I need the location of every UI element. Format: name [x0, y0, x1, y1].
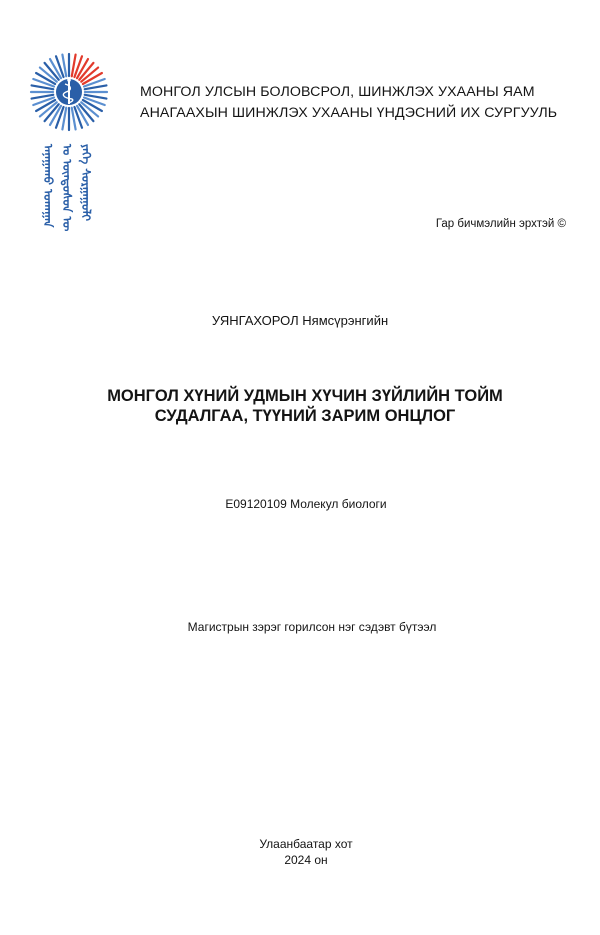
- thesis-title-line: МОНГОЛ ХҮНИЙ УДМЫН ХҮЧИН ЗҮЙЛИЙН ТОЙМ: [107, 387, 503, 405]
- thesis-title: [60, 386, 550, 426]
- institution-header: [140, 82, 580, 124]
- city: Улаанбаатар хот: [259, 837, 353, 851]
- university-logo: [28, 52, 110, 252]
- author-name: УЯНГАХОРОЛ Нямсүрэнгийн: [211, 313, 389, 328]
- year: 2024 он: [284, 853, 328, 867]
- specialty-code: E09120109 Молекул биологи: [225, 497, 387, 511]
- ministry-name: МОНГОЛ УЛСЫН БОЛОВСРОЛ, ШИНЖЛЭХ УХААНЫ ЯАМ: [140, 84, 535, 100]
- place-and-year: [0, 836, 600, 868]
- mongolian-script-line: ᠶᠡᠬᠡ ᠰᠤᠷᠭᠠᠭᠤᠯᠢ: [79, 144, 93, 222]
- thesis-title-line: СУДАЛГАА, ТҮҮНИЙ ЗАРИМ ОНЦЛОГ: [154, 407, 456, 425]
- university-name: АНАГААХЫН ШИНЖЛЭХ УХААНЫ ҮНДЭСНИЙ ИХ СУРГУУЛЬ: [140, 105, 558, 121]
- degree-statement: Магистрын зэрэг горилсон нэг сэдэвт бүтээл: [187, 620, 437, 634]
- sunburst-emblem-icon: [28, 52, 110, 252]
- mongolian-script-line: ᠠᠨᠠᠭᠠᠬᠤ ᠤᠬᠠᠭᠠᠨ: [41, 144, 55, 228]
- mongolian-script-line: ᠤ ᠦᠨᠳᠦᠰᠦᠨ ᠦ: [60, 144, 74, 232]
- copyright-notice: Гар бичмэлийн эрхтэй ©: [435, 218, 566, 230]
